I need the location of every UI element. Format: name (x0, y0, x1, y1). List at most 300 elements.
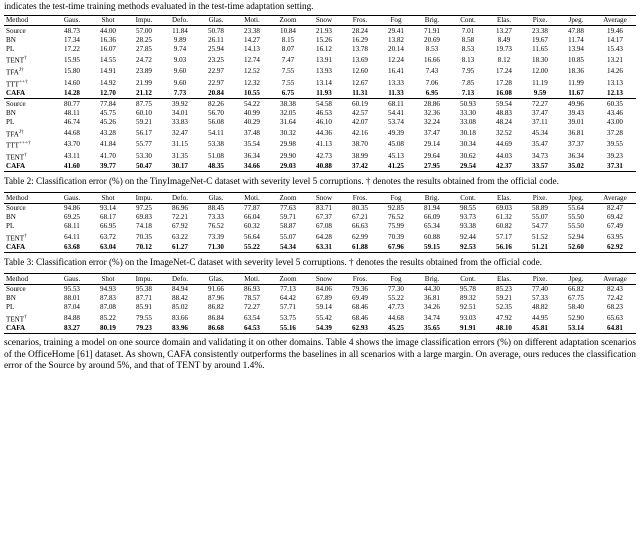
table-cell: 51.52 (532, 232, 548, 241)
table-cell: 25.94 (208, 45, 224, 54)
table-cell: 71.30 (198, 243, 234, 253)
table-cell: 31.64 (280, 118, 296, 127)
col-header: Average (594, 193, 636, 203)
table-cell: 67.37 (316, 213, 332, 222)
col-header: Glas. (198, 16, 234, 26)
table-cell: 38.99 (352, 151, 368, 160)
table-cell: 44.30 (424, 284, 440, 293)
table-cell: 51.21 (522, 243, 558, 253)
table-cell: 80.19 (90, 324, 126, 334)
table-cell: 53.30 (136, 151, 152, 160)
table-cell: 69.49 (352, 294, 368, 303)
table-cell: 22.97 (208, 78, 224, 87)
table-cell: 41.25 (378, 162, 414, 172)
table-cell: 87.04 (64, 303, 80, 312)
col-header: Shot (90, 193, 126, 203)
table-cell: 69.03 (496, 203, 512, 212)
table-cell: 75.99 (388, 222, 404, 231)
table-cell: 83.96 (162, 324, 198, 334)
table-cell: 33.08 (460, 118, 476, 127)
table-cell: 57.17 (496, 232, 512, 241)
table-cell: 76.52 (208, 222, 224, 231)
table-cell: 77.40 (532, 284, 548, 293)
table-cell: 61.27 (162, 243, 198, 253)
col-header: Jpeg. (558, 193, 594, 203)
table-cell: 68.23 (607, 303, 623, 312)
table-cell: 59.21 (136, 118, 152, 127)
table-cell: 30.34 (460, 140, 476, 149)
table-cell: 9.03 (173, 55, 187, 64)
dagger-marker: † (24, 151, 27, 158)
table-cell: 16.41 (388, 67, 404, 76)
col-header: Glas. (198, 193, 234, 203)
table-cell: 14.28 (54, 89, 90, 99)
table-cell: 53.14 (558, 324, 594, 334)
table-row (4, 139, 636, 151)
row-method-label: Source (6, 26, 26, 35)
table-cell: 11.99 (568, 78, 584, 87)
row-method-label: BN (6, 294, 16, 303)
table-cell: 39.43 (568, 108, 584, 117)
table-cell: 52.60 (558, 243, 594, 253)
row-method-label: TTT+++† (6, 140, 31, 150)
table-cell: 87.08 (100, 303, 116, 312)
table-cell: 7.43 (425, 67, 439, 76)
table-cell: 54.11 (208, 128, 224, 137)
table-cell: 24.72 (136, 55, 152, 64)
col-header: Snow (306, 274, 342, 284)
table-row (4, 203, 636, 213)
table-row (4, 77, 636, 89)
col-header: Cont. (450, 193, 486, 203)
table-cell: 34.73 (532, 151, 548, 160)
table-cell: 11.67 (558, 89, 594, 99)
table-cell: 7.85 (461, 78, 475, 87)
table-cell: 32.24 (424, 118, 440, 127)
table-cell: 27.85 (136, 45, 152, 54)
table-cell: 19.73 (496, 45, 512, 54)
table-cell: 13.33 (388, 78, 404, 87)
table-cell: 41.60 (54, 162, 90, 172)
table-cell: 83.66 (172, 313, 188, 322)
intro-line: indicates the test-time training methods evaluated in the test-time adaptation setting. (4, 1, 314, 11)
table-cell: 39.77 (90, 162, 126, 172)
row-method-label: BN (6, 108, 16, 117)
table-cell: 69.83 (136, 213, 152, 222)
table-cell: 85.02 (172, 303, 188, 312)
table-cell: 11.33 (378, 89, 414, 99)
table-cell: 86.96 (172, 203, 188, 212)
table-cell: 85.22 (100, 313, 116, 322)
table-cell: 66.95 (100, 222, 116, 231)
col-header: Average (594, 274, 636, 284)
table-cell: 98.55 (460, 203, 476, 212)
table-cell: 61.32 (496, 213, 512, 222)
table-cell: 55.07 (280, 232, 296, 241)
table-cell: 14.26 (607, 67, 623, 76)
table-cell: 45.13 (388, 151, 404, 160)
row-method-label: $TFA^{J\dagger}$ (6, 67, 24, 77)
table-cell: 12.70 (90, 89, 126, 99)
table-row (4, 26, 636, 36)
table-cell: 77.84 (100, 99, 116, 108)
col-header: Pixe. (522, 274, 558, 284)
table-cell: 14.17 (607, 35, 623, 44)
table-cell: 48.10 (486, 324, 522, 334)
table-cell: 88.01 (64, 294, 80, 303)
table-cell: 77.63 (280, 203, 296, 212)
table-cell: 13.94 (568, 45, 584, 54)
table-cell: 26.11 (208, 35, 224, 44)
table-cell: 87.83 (100, 294, 116, 303)
table-cell: 52.94 (568, 232, 584, 241)
table-cell: 67.75 (568, 294, 584, 303)
col-header: Moti. (234, 274, 270, 284)
table-cell: 12.60 (352, 67, 368, 76)
table-cell: 29.64 (424, 151, 440, 160)
table-cell: 62.93 (342, 324, 378, 334)
col-header: Moti. (234, 193, 270, 203)
table-cell: 11.93 (306, 89, 342, 99)
table-cell: 17.24 (496, 67, 512, 76)
table-cell: 55.50 (568, 213, 584, 222)
table-cell: 64.42 (280, 294, 296, 303)
table-cell: 7.55 (281, 78, 295, 87)
table-cell: 13.93 (316, 67, 332, 76)
table-2-body (4, 203, 636, 253)
table-cell: 52.35 (496, 303, 512, 312)
table-cell: 62.99 (352, 232, 368, 241)
table-1-header-row (4, 16, 636, 26)
table-cell: 54.77 (532, 222, 548, 231)
table-cell: 88.45 (208, 203, 224, 212)
table-cell: 44.36 (316, 128, 332, 137)
table-cell: 53.38 (208, 140, 224, 149)
table-cell: 48.24 (496, 118, 512, 127)
table-cell: 14.13 (244, 45, 260, 54)
table-cell: 30.32 (280, 128, 296, 137)
table-cell: 55.22 (234, 243, 270, 253)
row-method-label: CAFA (4, 324, 54, 334)
table-row (4, 150, 636, 162)
table-cell: 73.39 (208, 232, 224, 241)
col-header: Zoom (270, 274, 306, 284)
table-cell: 7.95 (461, 67, 475, 76)
table-cell: 69.42 (607, 213, 623, 222)
table-cell: 52.90 (568, 313, 584, 322)
table-cell: 44.00 (100, 26, 116, 35)
table-cell: 42.07 (352, 118, 368, 127)
table-3-wrapper (0, 273, 640, 334)
table-cell: 29.03 (270, 162, 306, 172)
row-method-label: TTT++† (6, 78, 28, 89)
table-cell: 40.88 (306, 162, 342, 172)
table-cell: 11.19 (532, 78, 548, 87)
table-cell: 16.12 (316, 45, 332, 54)
table-3-caption-text: Table 3: Classification error (%) on the ImageNet-C dataset with severity level 5 corruptions. † denotes the results obtained from the official code. (4, 256, 543, 267)
col-header: Gaus. (54, 193, 90, 203)
table-cell: 63.95 (607, 232, 623, 241)
table-row (4, 324, 636, 334)
col-header: Shot (90, 16, 126, 26)
table-row (4, 303, 636, 312)
table-cell: 29.90 (280, 151, 296, 160)
table-cell: 15.80 (64, 67, 80, 76)
table-cell: 39.55 (607, 140, 623, 149)
table-cell: 50.78 (208, 26, 224, 35)
row-method-label: TENT† (6, 55, 27, 65)
table-cell: 72.27 (532, 99, 548, 108)
table-cell: 44.68 (64, 128, 80, 137)
table-cell: 12.24 (388, 55, 404, 64)
table-cell: 70.39 (388, 232, 404, 241)
table-cell: 12.67 (352, 78, 368, 87)
table-cell: 56.70 (208, 108, 224, 117)
table-cell: 60.19 (352, 99, 368, 108)
col-header: Zoom (270, 193, 306, 203)
table-cell: 78.57 (244, 294, 260, 303)
col-header: Defo. (162, 274, 198, 284)
table-cell: 37.37 (568, 140, 584, 149)
table-cell: 13.27 (496, 26, 512, 35)
row-method-label: TENT† (6, 313, 27, 324)
col-header: Shot (90, 274, 126, 284)
table-3-body (4, 284, 636, 334)
table-cell: 39.92 (172, 99, 188, 108)
table-cell: 32.52 (496, 128, 512, 137)
table-cell: 61.88 (342, 243, 378, 253)
table-cell: 83.27 (54, 324, 90, 334)
table-cell: 40.29 (244, 118, 260, 127)
table-cell: 45.25 (378, 324, 414, 334)
table-cell: 66.82 (568, 284, 584, 293)
table-cell: 47.73 (388, 303, 404, 312)
table-cell: 54.22 (244, 99, 260, 108)
table-cell: 93.14 (100, 203, 116, 212)
table-cell: 87.75 (136, 99, 152, 108)
table-cell: 6.75 (270, 89, 306, 99)
col-header: Elas. (486, 193, 522, 203)
table-cell: 36.81 (424, 294, 440, 303)
table-cell: 84.94 (172, 284, 188, 293)
table-cell: 12.00 (532, 67, 548, 76)
table-cell: 37.28 (607, 128, 623, 137)
table-cell: 43.70 (64, 140, 80, 149)
table-cell: 86.82 (208, 303, 224, 312)
table-cell: 60.32 (244, 222, 260, 231)
table-cell: 73.33 (208, 213, 224, 222)
table-row (4, 66, 636, 78)
table-cell: 32.47 (172, 128, 188, 137)
table-cell: 10.85 (568, 55, 584, 64)
table-cell: 48.82 (532, 303, 548, 312)
table-cell: 77.87 (244, 203, 260, 212)
table-cell: 63.72 (100, 232, 116, 241)
table-cell: 86.84 (208, 313, 224, 322)
table-cell: 42.57 (352, 108, 368, 117)
table-cell: 45.75 (100, 108, 116, 117)
dagger-marker: +++† (19, 140, 31, 147)
table-cell: 35.47 (532, 140, 548, 149)
table-row (4, 284, 636, 294)
table-cell: 21.99 (136, 78, 152, 87)
table-cell: 9.74 (173, 45, 187, 54)
table-cell: 56.64 (244, 232, 260, 241)
table-cell: 92.51 (460, 303, 476, 312)
table-row (4, 118, 636, 127)
table-cell: 63.22 (172, 232, 188, 241)
table-cell: 79.36 (352, 284, 368, 293)
table-cell: 11.84 (172, 26, 188, 35)
dagger-marker: J† (18, 67, 24, 74)
table-cell: 82.47 (607, 203, 623, 212)
table-cell: 43.11 (64, 151, 80, 160)
table-cell: 82.43 (607, 284, 623, 293)
row-method-label: $TFA^{J\dagger}$ (6, 128, 24, 138)
body-paragraph: scenarios, training a model on one source domain and validating it on other domains. Table 4 shows the image classification errors (%) on different adaptation scenarios of the OfficeHome [61] dataset. As shown, CAFA consistently outperforms the baselines in all scenarios with a large margin. On average, ours reduces the classification error of the Source by around 5%, and that of TENT by around 1.4%. (4, 338, 636, 372)
row-method-label: CAFA (4, 89, 54, 99)
col-header: Brig. (414, 193, 450, 203)
table-cell: 17.34 (64, 35, 80, 44)
table-cell: 66.63 (352, 222, 368, 231)
table-cell: 35.65 (414, 324, 450, 334)
table-1-group-1 (4, 26, 636, 99)
table-cell: 37.47 (532, 108, 548, 117)
table-cell: 15.43 (607, 45, 623, 54)
table-cell: 50.47 (126, 162, 162, 172)
col-header: Defo. (162, 16, 198, 26)
table-3-header-row (4, 274, 636, 284)
table-cell: 36.34 (568, 151, 584, 160)
table-cell: 16.29 (352, 35, 368, 44)
table-cell: 59.21 (496, 294, 512, 303)
table-cell: 20.14 (388, 45, 404, 54)
table-cell: 92.53 (450, 243, 486, 253)
table-1-wrapper (0, 15, 640, 172)
col-header: Average (594, 16, 636, 26)
table-cell: 11.74 (568, 35, 584, 44)
col-header: Zoom (270, 16, 306, 26)
table-cell: 23.89 (136, 67, 152, 76)
table-cell: 48.73 (64, 26, 80, 35)
table-cell: 45.34 (532, 128, 548, 137)
table-cell: 8.49 (497, 35, 511, 44)
table-cell: 17.22 (64, 45, 80, 54)
table-cell: 64.81 (594, 324, 636, 334)
table-cell: 85.23 (496, 284, 512, 293)
table-cell: 13.21 (607, 55, 623, 64)
table-1-group-2 (4, 99, 636, 172)
table-cell: 30.62 (460, 151, 476, 160)
table-cell: 48.11 (64, 108, 80, 117)
table-cell: 67.89 (316, 294, 332, 303)
table-cell: 37.11 (532, 118, 548, 127)
table-cell: 7.06 (425, 78, 439, 87)
table-cell: 50.93 (460, 99, 476, 108)
table-cell: 72.42 (607, 294, 623, 303)
table-cell: 14.91 (100, 67, 116, 76)
table-cell: 80.77 (64, 99, 80, 108)
table-cell: 28.86 (424, 99, 440, 108)
table-cell: 38.70 (352, 140, 368, 149)
table-cell: 15.26 (316, 35, 332, 44)
table-cell: 18.36 (568, 67, 584, 76)
table-cell: 44.03 (496, 151, 512, 160)
table-cell: 19.67 (532, 35, 548, 44)
table-cell: 45.08 (388, 140, 404, 149)
dagger-marker: ++† (19, 78, 28, 85)
table-cell: 39.23 (607, 151, 623, 160)
table-cell: 38.38 (280, 99, 296, 108)
table-row (4, 127, 636, 139)
table-cell: 12.32 (244, 78, 260, 87)
table-cell: 8.13 (461, 55, 475, 64)
table-cell: 97.25 (136, 203, 152, 212)
row-method-label: Source (6, 99, 26, 108)
table-cell: 37.31 (594, 162, 636, 172)
table-cell: 64.11 (64, 232, 80, 241)
table-cell: 54.39 (306, 324, 342, 334)
table-cell: 49.96 (568, 99, 584, 108)
table-cell: 94.93 (100, 284, 116, 293)
table-cell: 55.16 (270, 324, 306, 334)
table-cell: 55.07 (532, 213, 548, 222)
col-header: Gaus. (54, 274, 90, 284)
table-cell: 67.08 (316, 222, 332, 231)
table-cell: 93.03 (460, 313, 476, 322)
table-cell: 37.48 (244, 128, 260, 137)
table-cell: 34.74 (424, 313, 440, 322)
row-method-label: BN (6, 35, 16, 44)
table-cell: 54.41 (388, 108, 404, 117)
table-cell: 21.93 (316, 26, 332, 35)
table-2-caption-text: Table 2: Classification error (%) on the TinyImageNet-C dataset with severity level 5 corruptions. † denotes the results obtained from the official code. (4, 175, 559, 186)
table-cell: 16.07 (100, 45, 116, 54)
table-cell: 11.31 (342, 89, 378, 99)
table-cell: 30.17 (162, 162, 198, 172)
dagger-marker: J† (18, 128, 24, 135)
table-cell: 20.69 (424, 35, 440, 44)
table-row (4, 36, 636, 45)
row-method-label: PL (6, 118, 15, 127)
table-cell: 41.13 (316, 140, 332, 149)
col-header: Cont. (450, 16, 486, 26)
row-method-label: Source (6, 284, 26, 293)
table-cell: 11.65 (532, 45, 548, 54)
table-row (4, 243, 636, 253)
table-cell: 77.30 (388, 284, 404, 293)
col-header: Method (4, 193, 54, 203)
col-header: Fros. (342, 193, 378, 203)
table-row (4, 222, 636, 231)
table-cell: 13.69 (352, 55, 368, 64)
table-cell: 91.91 (450, 324, 486, 334)
table-cell: 13.13 (607, 78, 623, 87)
dagger-marker: † (24, 55, 27, 62)
table-cell: 68.46 (352, 303, 368, 312)
table-cell: 59.14 (316, 303, 332, 312)
table-cell: 9.59 (522, 89, 558, 99)
table-cell: 84.06 (316, 284, 332, 293)
table-cell: 14.60 (64, 78, 80, 87)
table-cell: 42.73 (316, 151, 332, 160)
table-cell: 12.74 (244, 55, 260, 64)
table-cell: 22.97 (208, 67, 224, 76)
table-cell: 23.38 (532, 26, 548, 35)
table-cell: 42.37 (486, 162, 522, 172)
table-row (4, 99, 636, 109)
row-method-label: BN (6, 213, 16, 222)
